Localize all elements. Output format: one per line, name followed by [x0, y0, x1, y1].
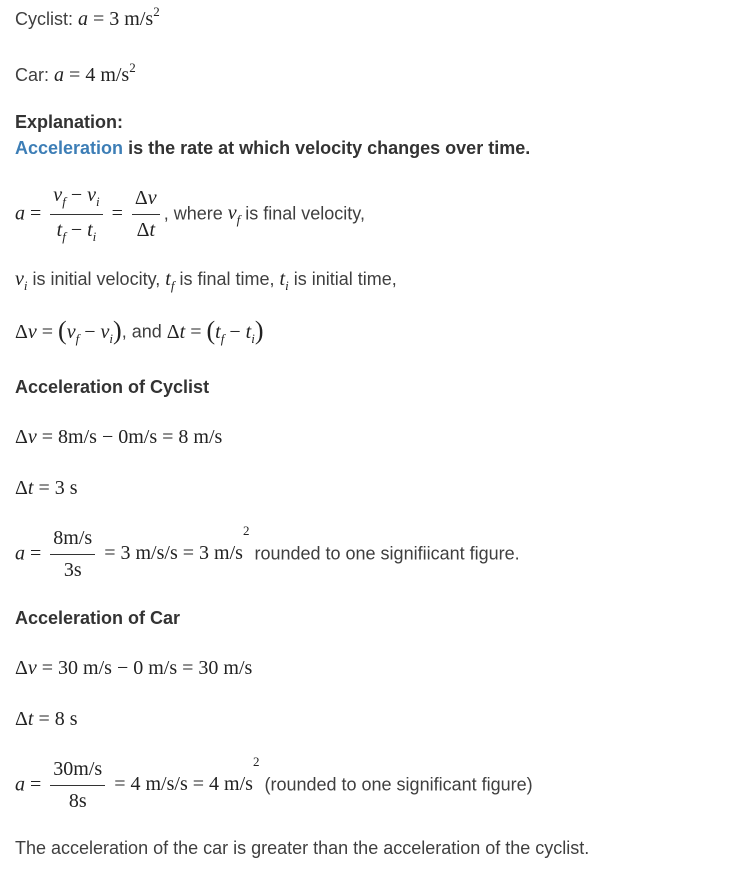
cyclist-section-heading: Acceleration of Cyclist: [15, 377, 210, 397]
cyclist-answer-unit: m/s: [124, 8, 154, 30]
car-answer-unit: m/s: [100, 64, 130, 86]
cyclist-delta-t-unit: s: [69, 477, 78, 499]
car-fraction-numerator: 30m/s: [50, 758, 105, 786]
car-answer-math: a = 4 $m/s^2$: [54, 60, 136, 86]
cyclist-delta-v: Δv = 8m/s − 0m/s = 8 m/s: [15, 426, 223, 448]
car-delta-t-unit: s: [69, 708, 78, 730]
cyclist-final-velocity: 8m/s: [58, 426, 97, 448]
cyclist-answer-value: 3: [109, 8, 120, 30]
cyclist-fraction: [50, 527, 95, 582]
explanation-heading: Explanation:: [15, 112, 124, 132]
cyclist-step: 3 m/s/s: [120, 542, 178, 565]
where-text: , where: [163, 203, 223, 224]
car-result: 4 m/s: [209, 773, 253, 796]
car-delta-v-result: 30: [198, 657, 219, 679]
final-velocity-text: is final velocity,: [245, 203, 365, 224]
cyclist-result: 3 m/s: [199, 542, 243, 565]
car-initial-velocity: 0 m/s: [133, 657, 178, 679]
cyclist-initial-velocity: 0m/s: [118, 426, 158, 448]
car-section-heading: Acceleration of Car: [15, 608, 181, 628]
car-rounding-note: (rounded to one significant figure): [264, 774, 533, 795]
formula-fraction: $\frac{v_f - v_i}{t_f - t_i}$: [50, 184, 102, 245]
car-delta-t-value: 8: [54, 708, 65, 730]
cyclist-delta-v-unit: m/s: [193, 426, 223, 448]
delta-definitions-line: $\Delta v = (v_f - v_i)$, and $\Delta t = (t_f - t_i)$: [15, 316, 264, 346]
cyclist-answer-math: a = 3 $m/s^2$: [78, 4, 160, 30]
vi-definition: is initial velocity,: [32, 269, 161, 289]
tf-definition: is final time,: [179, 269, 275, 289]
and-text: , and: [121, 321, 162, 342]
ti-definition: is initial time,: [293, 269, 397, 289]
explanation-text: is the rate at which velocity changes over time.: [128, 138, 531, 158]
car-answer-line: [15, 60, 136, 87]
cyclist-delta-t: Δt = 3 s: [15, 477, 78, 499]
car-delta-v-unit: m/s: [223, 657, 253, 679]
conclusion-text: The acceleration of the car is greater than the acceleration of the cyclist.: [15, 838, 590, 858]
car-delta-t: Δt = 8 s: [15, 708, 78, 730]
car-fraction-denominator: 8s: [68, 790, 87, 812]
cyclist-label: Cyclist:: [15, 9, 73, 29]
car-final-velocity: 30 m/s: [58, 657, 112, 679]
cyclist-rounding-note: rounded to one signifiicant figure.: [254, 543, 520, 564]
car-answer-value: 4: [85, 64, 96, 86]
acceleration-formula: a = $\frac{v_f - v_i}{t_f - t_i}$ = $\frac{\Delta v}{\Delta t}$ , where $v_f$ is final velocity,: [15, 184, 365, 244]
cyclist-fraction-denominator: 3s: [63, 559, 82, 581]
delta-fraction: $\frac{\Delta v}{\Delta t}$: [132, 187, 160, 242]
car-step: 4 m/s/s: [130, 773, 188, 796]
cyclist-delta-v-result: 8: [178, 426, 189, 448]
car-fraction: [50, 758, 105, 813]
cyclist-acceleration-calc: a = $\frac{8m/s}{3s}$ = 3 m/s/s = 3 $m/s^2$ rounded to one signifiicant figure.: [15, 523, 520, 581]
cyclist-answer-line: [15, 4, 160, 31]
cyclist-fraction-numerator: 8m/s: [50, 527, 95, 555]
car-acceleration-calc: a = $\frac{30m/s}{8s}$ = 4 m/s/s = 4 $m/s^2$ (rounded to one significant figure): [15, 754, 533, 812]
cyclist-delta-t-value: 3: [54, 477, 65, 499]
explanation-definition: [15, 138, 530, 159]
car-label: Car:: [15, 65, 50, 85]
car-delta-v: Δv = 30 m/s − 0 m/s = 30 m/s: [15, 657, 253, 679]
acceleration-link[interactable]: Acceleration: [15, 138, 124, 158]
definitions-line: $v_i$ is initial velocity, $t_f$ is final time, $t_i$ is initial time,: [15, 268, 397, 293]
